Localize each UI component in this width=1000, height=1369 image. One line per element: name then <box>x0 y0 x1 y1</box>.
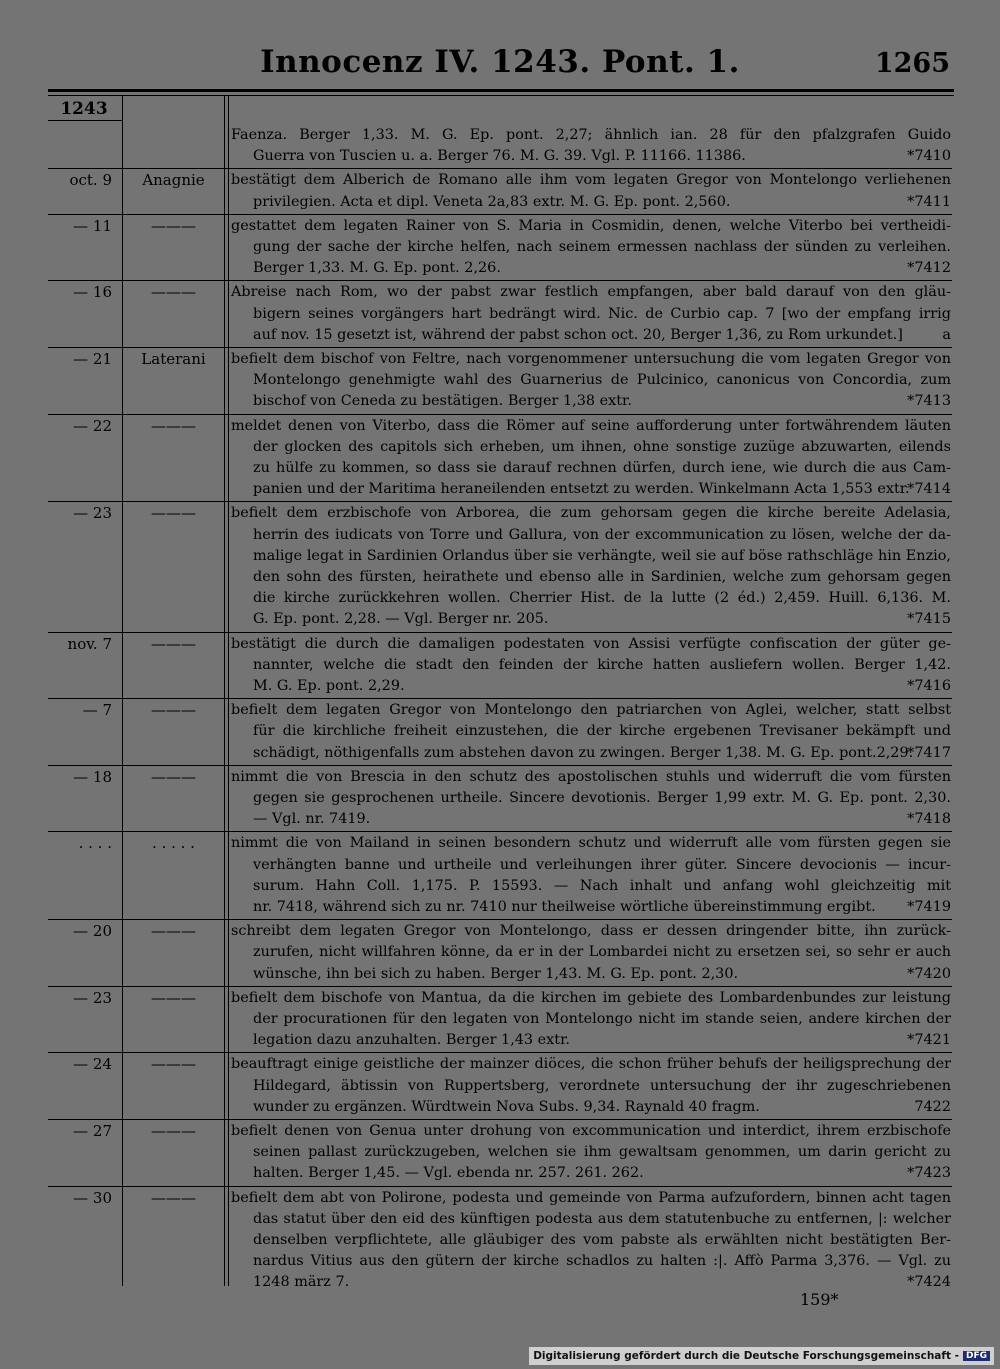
entry-line: befielt dem abt von Polirone, podesta und gemeinde von Parma aufzufordern, binnen acht tagen <box>231 1189 951 1206</box>
regest-number: a <box>942 326 951 343</box>
entry-line: nimmt die von Brescia in den schutz des apostolischen stuhls und widerruft die vom fürsten <box>231 768 951 785</box>
entry-line: denselben verpflichtete, alle gläubiger des vom pabste als erwählten nicht bestätigten Ber- <box>253 1231 951 1248</box>
entry-date: . . . . <box>78 834 112 853</box>
entry-separator <box>48 919 952 920</box>
entry-text <box>231 125 951 167</box>
entry-line: nimmt die von Mailand in seinen besondern schutz und widerruft alle vom fürsten gegen sie <box>231 835 951 852</box>
entry-line: der glocken des capitols sich erheben, um ihnen, ohne sonstige zuzüge abzuwarten, eilends <box>253 438 951 455</box>
entry-separator <box>48 632 952 633</box>
entry-date: oct. 9 <box>69 171 112 190</box>
entry-text <box>231 921 951 985</box>
entry-line: G. Ep. pont. 2,28. — Vgl. Berger nr. 205. *7415 <box>231 609 951 630</box>
entry-separator <box>48 501 952 502</box>
entry-text <box>231 1188 951 1294</box>
entry-date: — 23 <box>73 504 112 523</box>
entry-line: panien und der Maritima heraneilenden entsetzt zu werden. Winkelmann Acta 1,553 extr. *7414 <box>231 479 951 500</box>
entry-date: — 23 <box>73 988 112 1007</box>
entry-line: schädigt, nöthigenfalls zum abstehen davon zu zwingen. Berger 1,38. M. G. Ep. pont.2,29. *7417 <box>231 743 951 764</box>
regest-number: *7419 <box>907 898 951 915</box>
entry-line: bestätigt die durch die damaligen podestaten von Assisi verfügte confiscation der güter ge- <box>231 635 951 652</box>
entry-place: ——— <box>151 701 196 720</box>
entry-line: 1248 märz 7. *7424 <box>231 1272 951 1293</box>
entry-place: . . . . . <box>152 834 195 853</box>
entry-date: — 7 <box>82 701 112 720</box>
regest-number: *7421 <box>907 1032 951 1049</box>
entry-line: das statut über den eid des künftigen podesta aus dem statutenbuche zu entfernen, |: welcher <box>253 1210 951 1227</box>
entry-place: ——— <box>151 634 196 653</box>
header-rule-thick <box>48 89 954 92</box>
entry-place: ——— <box>151 988 196 1007</box>
entry-text <box>231 216 951 280</box>
entry-line: befielt denen von Genua unter drohung von excommunication und interdict, ihrem erzbischofe <box>231 1123 951 1139</box>
entry-text <box>231 503 951 630</box>
entry-text <box>231 416 951 501</box>
signature-mark: 159* <box>800 1290 839 1309</box>
entry-line: befielt dem bischof von Feltre, nach vorgenommener untersuchung die vom legaten Gregor von <box>231 351 951 367</box>
entry-line: bischof von Ceneda zu bestätigen. Berger 1,38 extr. *7413 <box>231 391 951 412</box>
entry-line: Abreise nach Rom, wo der pabst zwar festlich empfangen, aber bald darauf von den gläu- <box>231 284 951 301</box>
entry-line: befielt dem bischofe von Mantua, da die kirchen im gebiete des Lombardenbundes zur leistung <box>231 989 951 1006</box>
regest-number: *7410 <box>907 148 951 165</box>
year-rule <box>48 120 122 121</box>
entry-date: — 11 <box>73 216 112 235</box>
entry-line: zurufen, nicht willfahren könne, da er in der Lombardei nicht zu ersetzen sei, so sehr er auch <box>253 944 951 961</box>
entry-line: der procurationen für den legaten von Montelongo nicht im stande seien, andere kirchen der <box>253 1010 951 1027</box>
entry-line: für die kirchliche freiheit einzustehen, die der kirche ergebenen Trevisaner bekämpft und <box>253 723 951 740</box>
entry-line: nardus Vitius aus den gütern der kirche schadlos zu halten :|. Affò Parma 3,376. — Vgl. zu <box>253 1253 951 1270</box>
entry-text <box>231 988 951 1052</box>
entry-place: ——— <box>151 504 196 523</box>
entry-date: — 22 <box>73 416 112 435</box>
entry-place: Anagnie <box>142 171 205 190</box>
entry-text <box>231 767 951 831</box>
regest-number: *7411 <box>907 193 951 210</box>
entry-line: auf nov. 15 gesetzt ist, während der pabst schon oct. 20, Berger 1,36, zu Rom urkundet.] a <box>231 325 951 346</box>
entry-line: Faenza. Berger 1,33. M. G. Ep. pont. 2,27; ähnlich ian. 28 für den pfalzgrafen Guido <box>231 127 951 143</box>
header-rule-thin <box>48 95 954 96</box>
entry-line: zu hülfe zu kommen, so dass sie darauf rechnen dürfen, durch iene, wie durch die aus Cam- <box>253 459 951 476</box>
regest-number: *7418 <box>907 811 951 828</box>
entry-text <box>231 170 951 212</box>
entry-separator <box>48 1186 952 1187</box>
regest-number: 7422 <box>914 1098 951 1115</box>
entry-line: beauftragt einige geistliche der mainzer diöces, die schon früher behufs der heiligsprechung der <box>231 1056 951 1073</box>
regest-number: *7412 <box>907 260 951 277</box>
entry-line: halten. Berger 1,45. — Vgl. ebenda nr. 257. 261. 262. *7423 <box>231 1163 951 1184</box>
entry-line: nannter, welche die stadt den feinden der kirche hatten ausliefern wollen. Berger 1,42. <box>253 656 951 673</box>
entry-line: meldet denen von Viterbo, dass die Römer auf seine aufforderung unter fortwährendem läuten <box>231 417 951 434</box>
entry-place: ——— <box>151 922 196 941</box>
entry-line: Berger 1,33. M. G. Ep. pont. 2,26. *7412 <box>231 258 951 279</box>
entry-date: — 21 <box>73 350 112 368</box>
entry-place: ——— <box>151 767 196 786</box>
regest-number: *7413 <box>907 393 951 410</box>
entry-line: Hildegard, äbtissin von Ruppertsberg, verordnete untersuchung der ihr zugeschriebenen <box>253 1077 951 1094</box>
entry-date: — 24 <box>73 1055 112 1074</box>
regest-number: *7416 <box>907 677 951 694</box>
entry-line: schreibt dem legaten Gregor von Montelongo, dass er dessen dringender bitte, ihn zurück- <box>231 923 951 940</box>
entry-date: — 18 <box>73 767 112 786</box>
regest-number: *7415 <box>907 611 951 628</box>
entry-separator <box>48 214 952 215</box>
entry-place: ——— <box>151 1055 196 1074</box>
entry-line: befielt dem erzbischofe von Arborea, die zum gehorsam gegen die kirche bereite Adelasia, <box>231 505 951 522</box>
entry-separator <box>48 347 952 348</box>
column-divider-place <box>224 96 225 1286</box>
entry-line: bigern seines vorgängers hart bedrängt wird. Nic. de Curbio cap. 7 [wo der empfang irrig <box>253 305 951 322</box>
regest-number: *7420 <box>907 965 951 982</box>
regest-number: *7424 <box>907 1274 951 1291</box>
entry-line: seinen pallast zurückzugeben, welchen sie ihm gewaltsam genommen, um darin gericht zu <box>253 1144 951 1161</box>
entry-place: ——— <box>151 416 196 435</box>
entry-text <box>231 1121 951 1185</box>
running-title: Innocenz IV. 1243. Pont. 1. <box>260 44 740 80</box>
entry-text <box>231 700 951 764</box>
entry-date: nov. 7 <box>67 634 112 653</box>
entry-place: ——— <box>151 1188 196 1207</box>
entry-line: befielt dem legaten Gregor von Montelongo den patriarchen von Aglei, welcher, statt selbst <box>231 702 951 719</box>
entry-line: — Vgl. nr. 7419. *7418 <box>231 809 951 830</box>
entry-line: Guerra von Tuscien u. a. Berger 76. M. G. 39. Vgl. P. 11166. 11386. *7410 <box>231 146 951 167</box>
regest-number: *7423 <box>907 1165 951 1182</box>
entry-line: die kirche zurückkehren wollen. Cherrier Hist. de la lutte (2 éd.) 2,459. Huill. 6,136. M. <box>253 590 951 607</box>
entry-text <box>231 1054 951 1118</box>
year-heading: 1243 <box>60 99 108 119</box>
entry-text <box>231 282 951 346</box>
entry-text <box>231 349 951 413</box>
entry-line: Montelongo genehmigte wahl des Guarnerius de Pulcinico, canonicus von Concordia, zum <box>253 372 951 389</box>
entry-line: bestätigt dem Alberich de Romano alle ihm vom legaten Gregor von Montelongo verliehenen <box>231 172 951 189</box>
entry-line: den sohn des fürsten, heirathete und ebenso alle in Sardinien, welche zum gehorsam gegen <box>253 568 951 585</box>
entry-place: Laterani <box>141 350 206 368</box>
entry-place: ——— <box>151 216 196 235</box>
entry-text <box>231 634 951 698</box>
page-header <box>0 40 1000 90</box>
entry-date: — 20 <box>73 922 112 941</box>
entry-date: — 27 <box>73 1122 112 1140</box>
column-divider-text <box>228 96 229 1286</box>
entry-date: — 16 <box>73 283 112 302</box>
digitization-credit <box>529 1347 994 1365</box>
entry-date: — 30 <box>73 1188 112 1207</box>
entry-separator <box>48 831 952 832</box>
entry-text <box>231 833 951 918</box>
entry-line: gegen sie gesprochenen urtheile. Sincere devotionis. Berger 1,99 extr. M. G. Ep. pont. 2,30. <box>253 789 951 806</box>
entry-line: privilegien. Acta et dipl. Veneta 2a,83 extr. M. G. Ep. pont. 2,560. *7411 <box>231 192 951 213</box>
entry-line: M. G. Ep. pont. 2,29. *7416 <box>231 676 951 697</box>
entry-line: legation dazu anzuhalten. Berger 1,43 extr. *7421 <box>231 1030 951 1051</box>
entry-line: wünsche, ihn bei sich zu haben. Berger 1,43. M. G. Ep. pont. 2,30. *7420 <box>231 964 951 985</box>
entry-separator <box>48 1119 952 1120</box>
entry-place: ——— <box>151 1122 196 1140</box>
entry-separator <box>48 986 952 987</box>
entry-place: ——— <box>151 283 196 302</box>
column-divider-date <box>122 96 123 1286</box>
entry-separator <box>48 280 952 281</box>
entry-separator <box>48 168 952 169</box>
dfg-logo: DFG <box>963 1351 990 1361</box>
entry-separator <box>48 1052 952 1053</box>
page-number: 1265 <box>874 48 950 79</box>
entry-line: malige legat in Sardinien Orlandus über sie verhängte, weil sie auf böse rathschläge hin Enzio, <box>253 547 951 564</box>
entry-separator <box>48 765 952 766</box>
entry-line: nr. 7418, während sich zu nr. 7410 nur theilweise wörtliche übereinstimmung ergibt. *7419 <box>231 897 951 918</box>
entry-line: gestattet dem legaten Rainer von S. Maria in Cosmidin, denen, welche Viterbo bei vertheidi- <box>231 217 951 234</box>
entry-line: wunder zu ergänzen. Würdtwein Nova Subs. 9,34. Raynald 40 fragm. 7422 <box>231 1097 951 1118</box>
entry-line: verhängten banne und urtheile und verleihungen ihrer güter. Sincere devocionis — incur- <box>253 856 951 873</box>
entry-line: surum. Hahn Coll. 1,175. P. 15593. — Nach inhalt und anfang wohl gleichzeitig mit <box>253 877 951 894</box>
entry-separator <box>48 698 952 699</box>
regest-number: *7417 <box>907 744 951 761</box>
entry-separator <box>48 414 952 415</box>
credit-text: Digitalisierung gefördert durch die Deutsche Forschungsgemeinschaft - <box>533 1350 959 1362</box>
entry-line: herrin des iudicats von Torre und Gallura, von der excommunication zu lösen, welche der da- <box>253 526 951 543</box>
entry-line: gung der sache der kirche helfen, nach seinem ermessen nachlass der sünden zu verleihen. <box>253 238 951 255</box>
regest-number: *7414 <box>907 481 951 498</box>
